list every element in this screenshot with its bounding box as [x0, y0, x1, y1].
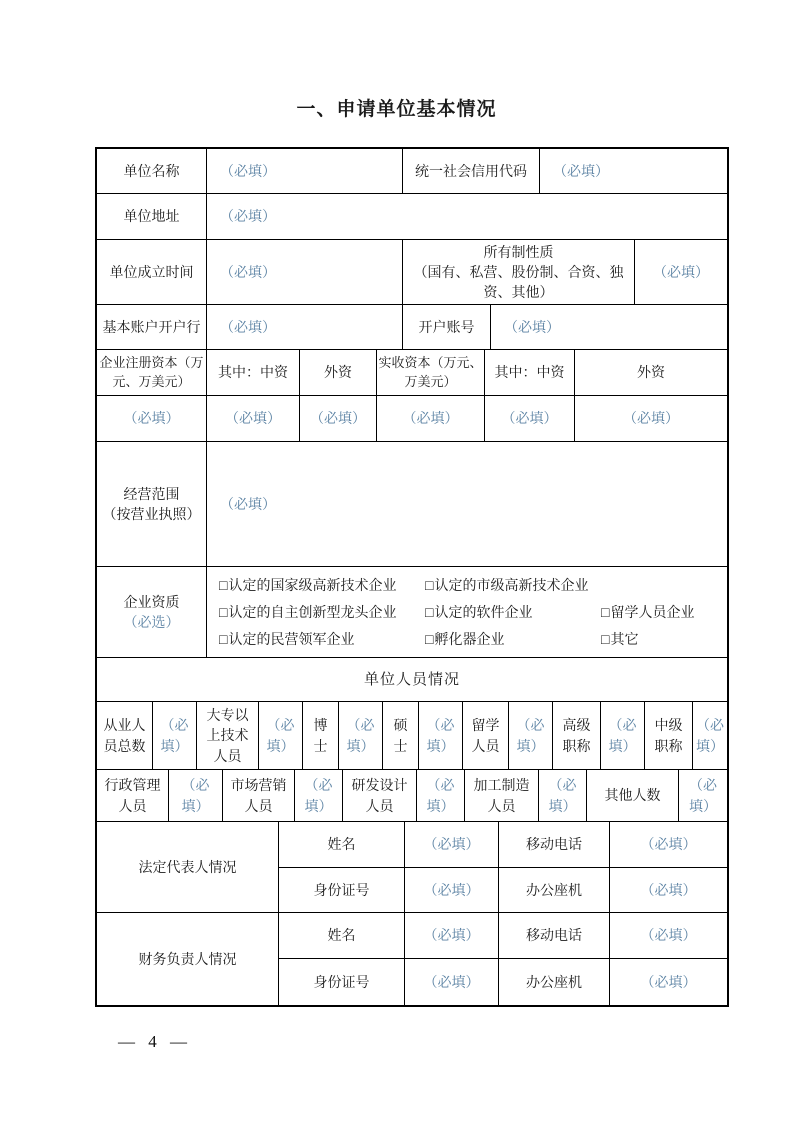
registered-domestic-header: 其中：中资: [207, 350, 300, 395]
unit-name-value[interactable]: （必填）: [207, 149, 403, 193]
registered-capital-header: 企业注册资本（万元、万美元）: [97, 350, 207, 395]
checkbox-icon: □: [601, 631, 610, 648]
business-scope-row: [97, 442, 727, 567]
finance-name-label: 姓名: [279, 913, 405, 958]
staff-row-1: [97, 702, 727, 770]
credit-code-value[interactable]: （必填）: [553, 162, 609, 179]
registered-foreign-header: 外资: [300, 350, 377, 395]
finance-id-value[interactable]: （必填）: [405, 959, 499, 1005]
qualifications-grid: [207, 575, 727, 650]
business-scope-value[interactable]: （必填）: [220, 495, 276, 512]
finance-mobile-label: 移动电话: [499, 913, 610, 958]
checkbox-label: 认定的自主创新型龙头企业: [228, 603, 397, 620]
staff-label: 加工制造人员: [465, 770, 539, 821]
staff-section-header: 单位人员情况: [363, 670, 460, 688]
staff-label: 博士: [313, 717, 328, 754]
finance-office-phone-label: 办公座机: [499, 959, 610, 1005]
registered-domestic-value[interactable]: （必填）: [207, 396, 300, 441]
finance-name-value[interactable]: （必填）: [405, 913, 499, 958]
checkbox-icon: □: [425, 603, 434, 620]
checkbox-icon: □: [601, 603, 610, 620]
staff-label: 大专以上技术人员: [206, 707, 249, 764]
legal-rep-office-phone-value[interactable]: （必填）: [640, 881, 697, 898]
finance-officer-block: [97, 913, 727, 1005]
establish-time-label: 单位成立时间: [97, 240, 207, 304]
checkbox-icon: □: [219, 576, 228, 593]
business-scope-label-line2: （按营业执照）: [102, 506, 201, 522]
account-value[interactable]: （必填）: [504, 318, 560, 335]
checkbox-label: 认定的软件企业: [434, 603, 533, 620]
staff-value[interactable]: （必填）: [696, 717, 724, 754]
ownership-label-line2: （国有、私营、股份制、合资、独资、其他）: [413, 263, 624, 301]
staff-section-row: [97, 658, 727, 702]
staff-value[interactable]: （必填）: [426, 777, 455, 814]
qualifications-label: [97, 567, 207, 657]
checkbox-incubator[interactable]: [425, 629, 504, 649]
page-number: — 4 —: [118, 1032, 187, 1051]
legal-rep-mobile-value[interactable]: （必填）: [640, 836, 697, 853]
registered-capital-value[interactable]: （必填）: [97, 396, 207, 441]
unit-name-row: [97, 149, 727, 194]
staff-label: 行政管理人员: [97, 770, 169, 821]
checkbox-icon: □: [219, 603, 228, 620]
staff-label: 市场营销人员: [223, 770, 295, 821]
checkbox-overseas-returnee[interactable]: [601, 602, 694, 622]
staff-label: 研发设计人员: [343, 770, 417, 821]
legal-rep-id-value[interactable]: （必填）: [405, 868, 499, 912]
legal-rep-row-2: [279, 868, 727, 912]
staff-value[interactable]: （必填）: [608, 717, 637, 754]
qualifications-required-note: （必选）: [123, 614, 180, 630]
bank-label: 基本账户开户行: [97, 305, 207, 349]
legal-rep-office-phone-label: 办公座机: [499, 868, 610, 912]
page-title: 一、申请单位基本情况: [296, 99, 497, 120]
paidin-foreign-value[interactable]: （必填）: [623, 410, 679, 427]
business-scope-label-text: [103, 484, 201, 525]
unit-name-label: 单位名称: [97, 149, 207, 193]
paidin-domestic-value[interactable]: （必填）: [485, 396, 575, 441]
staff-label: 其他人数: [587, 770, 679, 821]
establish-time-row: [97, 240, 727, 305]
bank-row: [97, 305, 727, 350]
checkbox-software-enterprise[interactable]: [425, 602, 532, 622]
staff-row-2: [97, 770, 727, 822]
paidin-foreign-header: 外资: [637, 364, 665, 381]
staff-value[interactable]: （必填）: [181, 777, 210, 814]
legal-rep-name-label: 姓名: [279, 822, 405, 867]
checkbox-label: 认定的国家级高新技术企业: [228, 576, 397, 593]
qualifications-label-line1: 企业资质: [123, 593, 180, 610]
checkbox-label: 留学人员企业: [610, 603, 695, 620]
ownership-label: [403, 240, 635, 304]
finance-officer-row-1: [279, 913, 727, 959]
ownership-label-line1: 所有制性质: [483, 243, 554, 260]
qualifications-row: [97, 567, 727, 658]
staff-value[interactable]: （必填）: [304, 777, 333, 814]
capital-header-row: [97, 350, 727, 396]
qualifications-label-text: [124, 592, 180, 633]
establish-time-value[interactable]: （必填）: [207, 240, 403, 304]
finance-officer-label: 财务负责人情况: [97, 913, 279, 1005]
checkbox-label: 孵化器企业: [434, 631, 505, 648]
business-scope-label-line1: 经营范围: [123, 485, 180, 502]
checkbox-city-hightech[interactable]: [425, 575, 588, 595]
checkbox-national-hightech[interactable]: [219, 575, 396, 595]
staff-label: 中级职称: [654, 717, 683, 754]
unit-address-row: [97, 194, 727, 240]
finance-id-label: 身份证号: [279, 959, 405, 1005]
checkbox-icon: □: [425, 576, 434, 593]
staff-label: 硕士: [393, 717, 408, 754]
business-scope-label: [97, 442, 207, 566]
paidin-capital-header: 实收资本（万元、万美元）: [377, 350, 485, 395]
staff-label: 从业人员总数: [103, 717, 146, 754]
legal-rep-block: [97, 822, 727, 913]
paidin-capital-value[interactable]: （必填）: [377, 396, 485, 441]
ownership-value[interactable]: （必填）: [653, 263, 709, 280]
qualifications-options: [207, 567, 727, 657]
checkbox-icon: □: [425, 631, 434, 648]
staff-label: 高级职称: [562, 717, 591, 754]
paidin-domestic-header: 其中：中资: [485, 350, 575, 395]
unit-address-value[interactable]: （必填）: [220, 208, 276, 225]
staff-value[interactable]: （必填）: [548, 777, 577, 814]
staff-value[interactable]: （必填）: [516, 717, 545, 754]
checkbox-other[interactable]: [601, 629, 638, 649]
legal-rep-label: 法定代表人情况: [97, 822, 279, 912]
basic-info-table: [95, 147, 729, 1007]
staff-value[interactable]: （必填）: [160, 717, 189, 754]
registered-foreign-value[interactable]: （必填）: [300, 396, 377, 441]
checkbox-innovative-leader[interactable]: [219, 602, 396, 622]
staff-value[interactable]: （必填）: [346, 717, 375, 754]
account-label: 开户账号: [403, 305, 491, 349]
ownership-label-text: [406, 242, 631, 303]
unit-address-label: 单位地址: [97, 194, 207, 239]
legal-rep-row-1: [279, 822, 727, 868]
checkbox-label: 认定的民营领军企业: [228, 631, 355, 648]
finance-officer-row-2: [279, 959, 727, 1005]
capital-value-row: [97, 396, 727, 442]
finance-office-phone-value[interactable]: （必填）: [640, 973, 697, 990]
legal-rep-id-label: 身份证号: [279, 868, 405, 912]
legal-rep-name-value[interactable]: （必填）: [405, 822, 499, 867]
checkbox-label: 其它: [610, 631, 639, 648]
finance-mobile-value[interactable]: （必填）: [640, 927, 697, 944]
staff-value[interactable]: （必填）: [688, 777, 717, 814]
credit-code-label: 统一社会信用代码: [403, 149, 540, 193]
checkbox-icon: □: [219, 631, 228, 648]
checkbox-label: 认定的市级高新技术企业: [434, 576, 589, 593]
bank-value[interactable]: （必填）: [207, 305, 403, 349]
staff-label: 留学人员: [471, 717, 500, 754]
legal-rep-mobile-label: 移动电话: [499, 822, 610, 867]
checkbox-private-leading[interactable]: [219, 629, 354, 649]
staff-value[interactable]: （必填）: [426, 717, 455, 754]
staff-value[interactable]: （必填）: [266, 717, 295, 754]
